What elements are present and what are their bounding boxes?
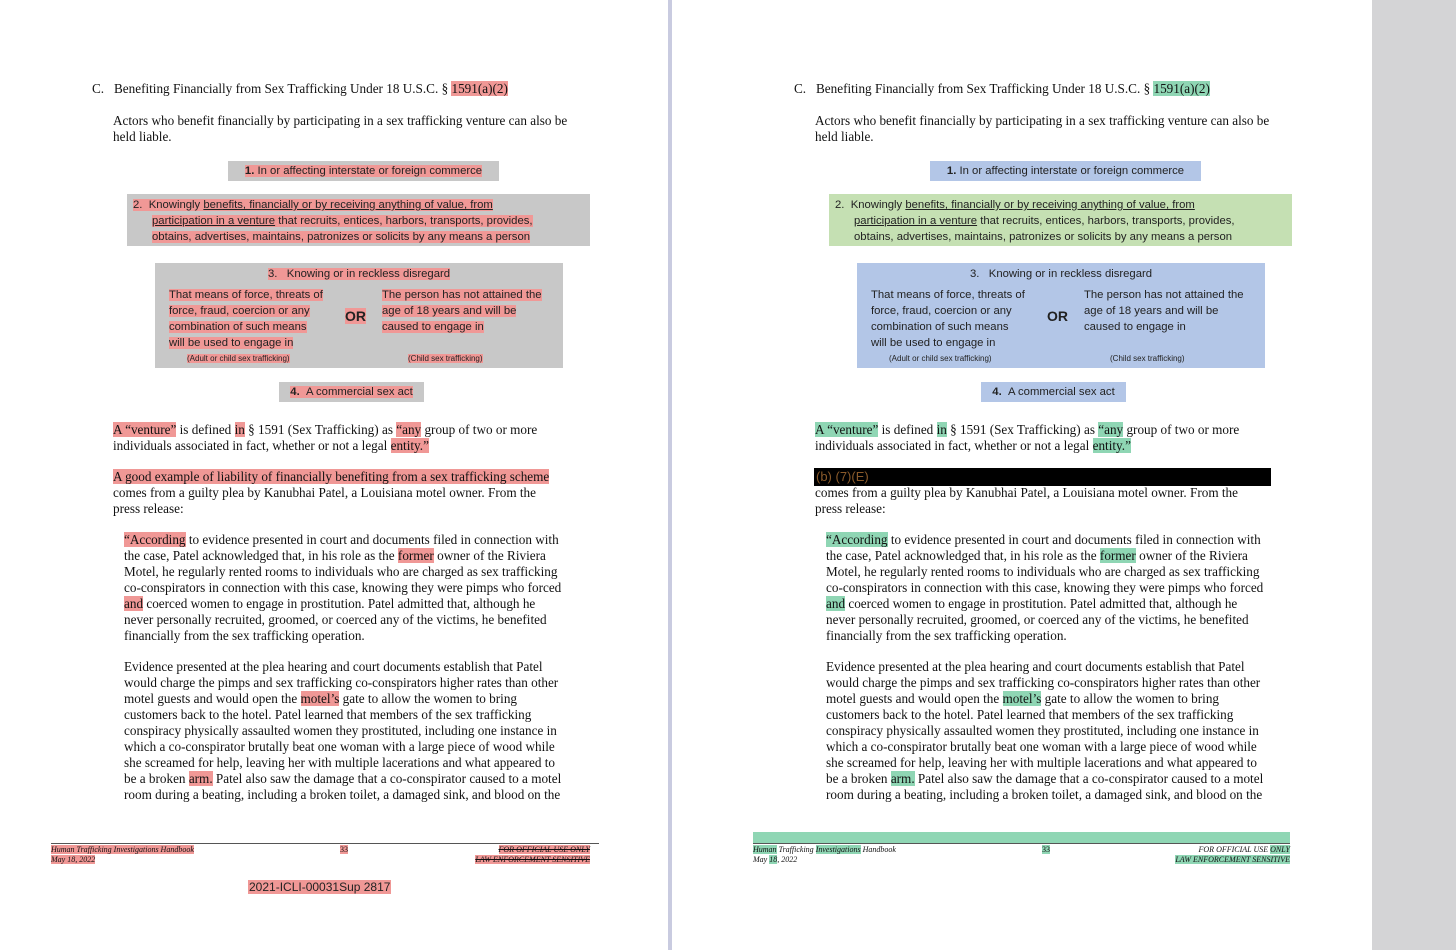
- intro-paragraph: Actors who benefit financially by participating in a sex trafficking venture can also be held liable.: [113, 113, 568, 144]
- heading-text: Benefiting Financially from Sex Trafficking Under 18 U.S.C. §: [113, 81, 449, 96]
- element-box-2: 2. Knowingly benefits, financially or by receiving anything of value, from participation in a venture that recruits, entices, harbors, transports, provides, obtains, advertises, maintains, patronizes or solicits by any means a person: [127, 194, 590, 246]
- section-heading: C. Benefiting Financially from Sex Trafficking Under 18 U.S.C. § 1591(a)(2): [794, 81, 1210, 96]
- heading-citation: 1591(a)(2): [451, 81, 508, 96]
- element-box-1: 1. In or affecting interstate or foreign commerce: [228, 161, 499, 181]
- footer-rule: [51, 843, 599, 844]
- element-box-4: 4. A commercial sex act: [981, 382, 1126, 402]
- section-heading: [92, 81, 508, 97]
- or-separator: OR: [345, 308, 366, 324]
- viewer-gutter: [1372, 0, 1456, 950]
- element-3-left-condition: That means of force, threats of force, fraud, coercion or any combination of such means will be used to engage in: [169, 289, 323, 349]
- press-release-quote-2: Evidence presented at the plea hearing and court documents establish that Patel would charge the pimps and sex trafficking co-conspirators higher rates than other motel guests and would open the motel’s gate to allow the women to bring customers back to the hotel. Patel learned that members of the sex trafficking conspiracy physically assaulted women they prostituted, including one instance in which a co-conspirator brutally beat one woman with a large piece of wood while she screamed for help, leaving her with multiple lacerations and what appeared to be a broken arm. Patel also saw the damage that a co-conspirator caused to a motel room during a beating, including a broken toilet, a damaged sink, and blood on the: [826, 659, 1264, 802]
- press-release-quote-2: Evidence presented at the plea hearing and court documents establish that Patel would charge the pimps and sex trafficking co-conspirators higher rates than other motel guests and would open the motel’s gate to allow the women to bring customers back to the hotel. Patel learned that members of the sex trafficking conspiracy physically assaulted women they prostituted, including one instance in which a co-conspirator brutally beat one woman with a large piece of wood while she screamed for help, leaving her with multiple lacerations and what appeared to be a broken arm. Patel also saw the damage that a co-conspirator caused to a motel room during a beating, including a broken toilet, a damaged sink, and blood on the: [124, 659, 562, 802]
- element-3-right-condition: The person has not attained the age of 18 years and will be caused to engage in: [382, 289, 542, 333]
- footer-right: FOR OFFICIAL USE ONLY LAW ENFORCEMENT SENSITIVE: [1175, 845, 1290, 864]
- footer-page-number: 33: [1042, 845, 1050, 854]
- press-release-quote-1: “According to evidence presented in court and documents filed in connection with the case, Patel acknowledged that, in his role as the former owner of the Riviera Motel, he regularly rented rooms to individuals who are charged as sex trafficking co-conspirators in connection with this case, knowing they were pimps who forced and coerced women to engage in prostitution. Patel admitted that, although he never personally recruited, groomed, or coerced any of the victims, he benefited financially from the sex trafficking operation.: [124, 532, 562, 643]
- bates-number: 2021-ICLI-00031Sup 2817: [249, 880, 391, 894]
- element-box-2: 2. Knowingly benefits, financially or by receiving anything of value, from participation in a venture that recruits, entices, harbors, transports, provides, obtains, advertises, maintains, patronizes or solicits by any means a person: [829, 194, 1292, 246]
- right-document-page: [672, 0, 1372, 950]
- heading-prefix: C.: [92, 81, 105, 96]
- or-separator: OR: [1047, 308, 1068, 324]
- redaction-block: (b) (7)(E): [814, 468, 1271, 486]
- footer-page-number: 33: [340, 845, 348, 854]
- element-box-3: 3. Knowing or in reckless disregard That means of force, threats of force, fraud, coercion or any combination of such means will be used to engage in OR The person has not attained the age of 18 years and will be caused to engage in (Adult or child sex trafficking) (Child sex trafficking): [155, 263, 563, 368]
- footer-left: Human Trafficking Investigations Handbook May 18, 2022: [753, 845, 896, 864]
- element-box-4: 4. A commercial sex act: [279, 382, 424, 402]
- press-release-quote-1: “According to evidence presented in court and documents filed in connection with the case, Patel acknowledged that, in his role as the former owner of the Riviera Motel, he regularly rented rooms to individuals who are charged as sex trafficking co-conspirators in connection with this case, knowing they were pimps who forced and coerced women to engage in prostitution. Patel admitted that, although he never personally recruited, groomed, or coerced any of the victims, he benefited financially from the sex trafficking operation.: [826, 532, 1264, 643]
- left-document-page: [0, 0, 668, 950]
- footer-rule: [753, 843, 1290, 844]
- heading-citation: 1591(a)(2): [1153, 81, 1210, 96]
- element-box-1: 1. In or affecting interstate or foreign commerce: [930, 161, 1201, 181]
- element-box-3: 3. Knowing or in reckless disregard That means of force, threats of force, fraud, coercion or any combination of such means will be used to engage in OR The person has not attained the age of 18 years and will be caused to engage in (Adult or child sex trafficking) (Child sex trafficking): [857, 263, 1265, 368]
- intro-paragraph: Actors who benefit financially by participating in a sex trafficking venture can also be held liable.: [815, 113, 1270, 144]
- footer-right: FOR OFFICIAL USE ONLY LAW ENFORCEMENT SENSITIVE: [475, 845, 590, 864]
- element-3-left-condition: That means of force, threats of force, fraud, coercion or any combination of such means will be used to engage in: [871, 289, 1025, 349]
- footer-left: Human Trafficking Investigations Handbook May 18, 2022: [51, 845, 194, 864]
- venture-definition: A “venture” is defined in § 1591 (Sex Trafficking) as “any group of two or more individuals associated in fact, whether or not a legal entity.”: [815, 422, 1240, 453]
- venture-definition: A “venture” is defined in § 1591 (Sex Trafficking) as “any group of two or more individuals associated in fact, whether or not a legal entity.”: [113, 422, 538, 453]
- element-3-right-condition: The person has not attained the age of 18 years and will be caused to engage in: [1084, 289, 1244, 333]
- example-paragraph: comes from a guilty plea by Kanubhai Patel, a Louisiana motel owner. From the press release:: [815, 485, 1238, 516]
- example-paragraph: A good example of liability of financially benefiting from a sex trafficking scheme comes from a guilty plea by Kanubhai Patel, a Louisiana motel owner. From the press release:: [113, 469, 550, 516]
